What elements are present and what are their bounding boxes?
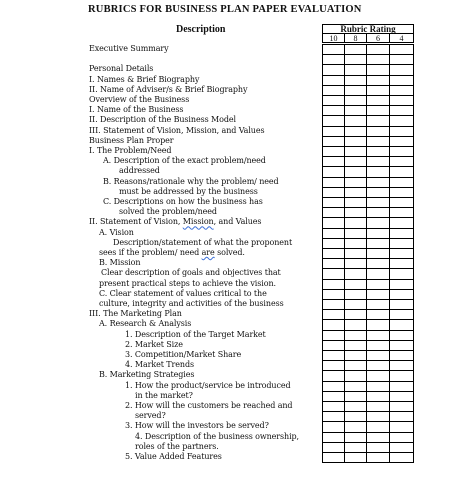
rubric-row-text: must be addressed by the business [119, 186, 258, 196]
rubric-row-text: present practical steps to achieve the vision. [99, 278, 276, 288]
rubric-row [0, 299, 474, 309]
rubric-row-text: 1. Description of the Target Market [125, 329, 266, 339]
rubric-row [0, 309, 474, 319]
rubric-row [0, 421, 474, 431]
rating-cell[interactable] [366, 452, 390, 463]
description-column-header: Description [176, 24, 226, 35]
rubric-row [0, 105, 474, 115]
document-title: RUBRICS FOR BUSINESS PLAN PAPER EVALUATION [88, 4, 362, 15]
rubric-row-text: Executive Summary [89, 44, 169, 53]
rubric-row [0, 44, 474, 54]
rubric-row [0, 381, 474, 391]
rubric-row [0, 360, 474, 370]
score-value: 10 [329, 34, 338, 43]
rubric-row-text: sees if the problem/ need are solved. [99, 248, 245, 257]
rubric-rating-header: Rubric Rating [322, 24, 414, 34]
rubric-row-text: solved the problem/need [119, 207, 217, 217]
rubric-row [0, 156, 474, 166]
rubric-row [0, 228, 474, 238]
rating-cell[interactable] [344, 452, 367, 463]
rubric-row-text: Clear description of goals and objectives that [101, 268, 281, 278]
rubric-row-text: A. Vision [99, 227, 134, 237]
rubric-row [0, 177, 474, 187]
rubric-row [0, 207, 474, 217]
rubric-row-text: III. The Marketing Plan [89, 309, 182, 319]
rubric-row-text: 2. How will the customers be reached and [125, 401, 293, 410]
rubric-row-text: I. Names & Brief Biography [89, 74, 200, 84]
rubric-row-text: 3. Competition/Market Share [125, 350, 242, 359]
rubric-row [0, 54, 474, 64]
rubric-row-text: III. Statement of Vision, Mission, and Values [89, 125, 265, 135]
rubric-row [0, 452, 474, 462]
rubric-row-text: served? [135, 411, 166, 421]
rating-cell[interactable] [322, 452, 345, 463]
rubric-row [0, 238, 474, 248]
rubric-row [0, 319, 474, 329]
rubric-row-text: A. Description of the exact problem/need [103, 156, 266, 166]
score-header-cell [366, 33, 390, 43]
rubric-row-text: C. Descriptions on how the business has [103, 197, 263, 206]
score-header-cell [389, 33, 414, 43]
score-value: 6 [376, 34, 380, 43]
rubric-row [0, 258, 474, 268]
rubric-row-text: B. Marketing Strategies [99, 370, 195, 380]
rubric-row [0, 197, 474, 207]
rubric-row-text: 1. How the product/service be introduced [125, 380, 291, 390]
rubric-row-text: I. Name of the Business [89, 105, 184, 115]
rubric-row [0, 330, 474, 340]
rubric-row-text: in the market? [135, 390, 193, 400]
score-value: 8 [353, 34, 358, 43]
rubric-row [0, 289, 474, 299]
rating-cell[interactable] [389, 452, 414, 463]
rubric-row-text: Business Plan Proper [89, 135, 174, 145]
rubric-row [0, 64, 474, 74]
rubric-row-text: I. The Problem/Need [89, 146, 172, 155]
rubric-row [0, 248, 474, 258]
rubric-row [0, 370, 474, 380]
rubric-row [0, 268, 474, 278]
rubric-row-text: 2. Market Size [125, 339, 183, 349]
rubric-row [0, 340, 474, 350]
rubric-row-text: 4. Market Trends [125, 360, 194, 370]
score-header-cell [322, 33, 345, 43]
rubric-row [0, 146, 474, 156]
rubric-row [0, 411, 474, 421]
rubric-row [0, 187, 474, 197]
rubric-row-text: II. Name of Adviser/s & Brief Biography [89, 84, 248, 94]
rubric-row-text: B. Reasons/rationale why the problem/ need [103, 176, 279, 186]
rubric-row-text: B. Mission [99, 258, 141, 268]
rubric-row [0, 75, 474, 85]
rubric-row [0, 442, 474, 452]
rubric-row [0, 126, 474, 136]
rubric-row [0, 166, 474, 176]
rubric-row-text: A. Research & Analysis [99, 319, 192, 329]
rubric-row-text: roles of the partners. [135, 441, 219, 451]
rubric-row-text: C. Clear statement of values critical to the [99, 288, 267, 298]
rubric-row-text: culture, integrity and activities of the business [99, 299, 284, 308]
rubric-row-text: II. Statement of Vision, Mission, and Values [89, 217, 262, 227]
rubric-row-text: addressed [119, 166, 160, 176]
rubric-row-text: Description/statement of what the proponent [113, 237, 293, 247]
rubric-row-text: Personal Details [89, 64, 154, 74]
rubric-row-text: 5. Value Added Features [125, 452, 222, 461]
rubric-row-text: 4. Description of the business ownership, [135, 431, 299, 441]
rubric-row-text: Overview of the Business [89, 95, 190, 104]
rubric-row [0, 391, 474, 401]
score-value: 4 [399, 34, 404, 43]
rubric-row [0, 401, 474, 411]
rubric-row [0, 136, 474, 146]
rubric-row [0, 217, 474, 227]
rubric-row [0, 85, 474, 95]
rubric-row [0, 279, 474, 289]
rubric-row [0, 350, 474, 360]
rubric-row-text: II. Description of the Business Model [89, 115, 236, 125]
rubric-row [0, 95, 474, 105]
rubric-row-text: 3. How will the investors be served? [125, 421, 269, 431]
rubric-row [0, 432, 474, 442]
score-header-cell [344, 33, 367, 43]
rubric-row [0, 115, 474, 125]
